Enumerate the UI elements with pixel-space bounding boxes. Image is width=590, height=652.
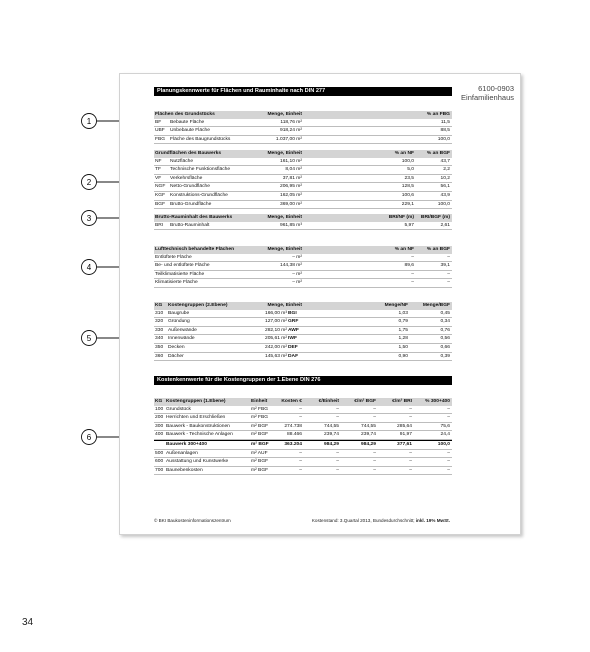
table-cell: 242,00 m²: [264, 344, 287, 350]
table-cell: FBG: [155, 136, 166, 142]
table-cell: 89,6: [404, 263, 414, 269]
table-cell: €/m² BGF: [354, 399, 376, 404]
table-cell: –: [299, 459, 302, 465]
table-row: [154, 414, 452, 423]
table-cell: Einheit: [251, 399, 268, 404]
table-cell: Menge, Einheit: [267, 151, 302, 156]
table-cell: 91,97: [399, 432, 412, 438]
table-cell: 984,29: [324, 441, 339, 447]
table-cell: – m²: [292, 271, 302, 277]
table-row: [154, 201, 452, 210]
table-header-row: [154, 302, 452, 310]
table-brutto-rauminhalt: [154, 214, 452, 230]
table-cell: 200: [155, 415, 164, 421]
table-cell: 127,00 m²: [264, 319, 287, 325]
footer-kostenstand: [312, 518, 450, 523]
table-cell: Baugrube: [168, 310, 190, 316]
table-cell: 0,79: [398, 319, 408, 325]
table-cell: –: [409, 450, 412, 456]
table-cell: 0,66: [440, 344, 450, 350]
table-cell: 100,0: [437, 441, 450, 447]
table-cell: Brutto-Grundfläche: [170, 201, 212, 207]
table-cell: –: [299, 415, 302, 421]
table-cell: 1,75: [398, 327, 408, 333]
table-cell: –: [336, 406, 339, 412]
table-header-row: [154, 398, 452, 406]
table-kostengruppen-1-ebene: [154, 398, 452, 475]
table-cell: 285,64: [397, 423, 412, 429]
table-row: [154, 136, 452, 145]
table-row: [154, 310, 452, 319]
table-row: [154, 271, 452, 280]
table-cell: 56,1: [440, 184, 450, 190]
table-cell: Herrichten und Erschließen: [166, 415, 226, 421]
table-cell: % an NF: [394, 151, 414, 156]
table-cell: Technische Funktionsfläche: [170, 167, 231, 173]
table-row: [154, 183, 452, 192]
table-cell: –: [373, 450, 376, 456]
table-row: [154, 254, 452, 263]
table-cell: % an BGF: [426, 247, 450, 252]
table-cell: Außenanlagen: [166, 450, 198, 456]
table-cell: –: [299, 467, 302, 473]
table-row: [154, 344, 452, 353]
table-cell: 320: [155, 319, 164, 325]
table-cell: 162,05 m²: [279, 192, 302, 198]
table-cell: 0,56: [440, 336, 450, 342]
table-row: [154, 262, 452, 271]
page-number: 34: [22, 617, 34, 628]
table-cell: –: [447, 415, 450, 421]
table-cell: –: [373, 415, 376, 421]
table-cell: Verkehrsfläche: [170, 175, 203, 181]
table-cell: 37,81 m²: [282, 175, 302, 181]
table-kostengruppen-2-ebene: [154, 302, 452, 361]
table-row: [154, 467, 452, 476]
table-cell: 984,29: [361, 441, 376, 447]
table-cell: 205,61 m²: [264, 336, 287, 342]
callout-number: 6: [86, 433, 92, 442]
table-cell: Kostengruppen (2.Ebene): [168, 303, 228, 308]
table-cell: 43,7: [440, 158, 450, 164]
table-cell: –: [447, 406, 450, 412]
table-cell: –: [447, 459, 450, 465]
table-cell: BGF: [155, 201, 166, 207]
table-cell: UBF: [155, 128, 165, 134]
table-cell: 0,45: [440, 310, 450, 316]
table-cell: Flächen des Grundstücks: [155, 112, 215, 117]
callout-number: 3: [86, 214, 92, 223]
table-cell: Brutto-Rauminhalt des Bauwerks: [155, 215, 233, 220]
table-cell: NF: [155, 158, 162, 164]
table-cell: –: [373, 406, 376, 412]
table-cell: –: [336, 450, 339, 456]
table-cell: 100: [155, 406, 164, 412]
table-cell: –: [447, 271, 450, 277]
table-cell: Netto-Grundfläche: [170, 184, 210, 190]
table-row: [154, 158, 452, 167]
table-cell: 206,95 m²: [279, 184, 302, 190]
table-cell: 23,5: [404, 175, 414, 181]
table-cell: KGF: [155, 192, 166, 198]
table-cell: BF: [155, 119, 162, 125]
section-title-kosten: Kostenkennwerte für die Kostengruppen der 1.Ebene DIN 276: [154, 376, 452, 385]
table-row: [154, 222, 452, 231]
table-cell: 377,61: [397, 441, 412, 447]
table-row: [154, 327, 452, 336]
table-cell: 239,74: [361, 432, 376, 438]
table-cell: 161,10 m²: [279, 158, 302, 164]
table-row: [154, 175, 452, 184]
table-cell: 1,50: [398, 344, 408, 350]
table-cell: 11,5: [440, 119, 450, 125]
callout-number: 2: [86, 178, 92, 187]
table-cell: Gründung: [168, 319, 190, 325]
callout-number: 4: [86, 263, 92, 272]
table-cell: Nutzfläche: [170, 158, 194, 164]
table-row: [154, 406, 452, 415]
table-cell: –: [409, 467, 412, 473]
table-cell: 500: [155, 450, 164, 456]
footer-copyright: © BKI Baukosteninformationszentrum: [154, 518, 231, 523]
table-cell: –: [336, 415, 339, 421]
table-cell: 5,97: [404, 222, 414, 228]
table-total-row: [154, 440, 452, 450]
table-cell: –: [299, 450, 302, 456]
table-cell: m² AUF: [251, 450, 268, 456]
table-cell: AWF: [288, 327, 299, 333]
table-header-row: [154, 246, 452, 254]
table-cell: Grundflächen des Bauwerks: [155, 151, 222, 156]
table-cell: 145,63 m²: [264, 353, 287, 359]
table-row: [154, 166, 452, 175]
table-cell: Menge, Einheit: [267, 247, 302, 252]
table-cell: 1,28: [398, 336, 408, 342]
table-cell: % an BGF: [426, 151, 450, 156]
table-cell: 10,2: [440, 175, 450, 181]
table-lufttechnisch: [154, 246, 452, 288]
table-row: [154, 458, 452, 467]
table-row: [154, 119, 452, 128]
table-cell: 2,2: [443, 167, 450, 173]
table-row: [154, 431, 452, 440]
table-cell: 88,5: [440, 128, 450, 134]
table-cell: Unbebaute Fläche: [170, 128, 210, 134]
table-cell: % 300+400: [425, 399, 450, 404]
table-cell: 363.204: [284, 441, 302, 447]
table-cell: 43,9: [440, 192, 450, 198]
table-cell: Menge, Einheit: [267, 112, 302, 117]
table-cell: BRI/NF (m): [388, 215, 414, 220]
table-cell: 360: [155, 353, 164, 359]
table-cell: 0,34: [440, 319, 450, 325]
table-cell: m² BGF: [251, 441, 269, 447]
table-cell: m² BGF: [251, 432, 269, 438]
table-header-row: [154, 111, 452, 119]
table-cell: 918,24 m²: [279, 128, 302, 134]
table-cell: –: [411, 254, 414, 260]
table-cell: % an NF: [394, 247, 414, 252]
table-cell: 300: [155, 423, 164, 429]
table-cell: 350: [155, 344, 164, 350]
table-cell: Teilklimatisierte Fläche: [155, 271, 205, 277]
table-cell: KG: [155, 303, 163, 308]
table-row: [154, 450, 452, 459]
table-cell: €/m³ BRI: [392, 399, 412, 404]
table-cell: BRI: [155, 222, 164, 228]
table-cell: 0,39: [440, 353, 450, 359]
table-cell: €/Einheit: [318, 399, 339, 404]
table-cell: Grundstück: [166, 406, 192, 412]
table-cell: Entlüftete Fläche: [155, 254, 192, 260]
document-code: 6100-0903: [478, 84, 514, 93]
table-grundflaechen: [154, 150, 452, 209]
table-row: [154, 423, 452, 432]
table-cell: 0,90: [398, 353, 408, 359]
table-cell: 144,38 m²: [279, 263, 302, 269]
table-cell: Bebaute Fläche: [170, 119, 205, 125]
table-row: [154, 127, 452, 136]
table-cell: m² BGF: [251, 459, 269, 465]
table-cell: TF: [155, 167, 161, 173]
table-cell: m² FBG: [251, 415, 269, 421]
table-cell: 128,5: [401, 184, 414, 190]
table-cell: Konstruktions-Grundfläche: [170, 192, 228, 198]
table-cell: Decken: [168, 344, 185, 350]
footer-kostenstand-text: Kostenstand: 3.Quartal 2013, Bundesdurchschnitt;: [311, 518, 416, 523]
table-cell: Fläche des Baugrundstücks: [170, 136, 231, 142]
table-cell: 330: [155, 327, 164, 333]
callout-number: 1: [86, 117, 92, 126]
table-cell: Bauwerk 300+400: [166, 441, 207, 447]
table-cell: m² BGF: [251, 423, 269, 429]
document-subtitle: Einfamilienhaus: [461, 93, 514, 102]
table-cell: 24,4: [440, 432, 450, 438]
table-cell: 282,10 m²: [264, 327, 287, 333]
table-cell: –: [336, 467, 339, 473]
table-cell: 100,0: [437, 136, 450, 142]
table-cell: –: [409, 415, 412, 421]
table-cell: Menge/BGF: [422, 303, 450, 308]
table-cell: –: [447, 254, 450, 260]
table-cell: –: [299, 406, 302, 412]
table-cell: 118,76 m²: [280, 119, 302, 125]
table-cell: Außenwände: [168, 327, 197, 333]
table-cell: BGI: [288, 310, 297, 316]
table-cell: 744,55: [324, 423, 339, 429]
table-cell: 2,61: [440, 222, 450, 228]
table-cell: –: [447, 467, 450, 473]
table-cell: Ausstattung und Kunstwerke: [166, 459, 229, 465]
table-row: [154, 318, 452, 327]
table-row: [154, 279, 452, 288]
document-header: [461, 84, 514, 102]
table-cell: 400: [155, 432, 164, 438]
table-cell: DAF: [288, 353, 299, 359]
table-cell: NGF: [155, 184, 166, 190]
table-cell: KG: [155, 399, 163, 404]
table-cell: –: [409, 406, 412, 412]
table-cell: Brutto-Rauminhalt: [170, 222, 210, 228]
table-cell: Klimatisierte Fläche: [155, 280, 198, 286]
table-cell: 0,76: [440, 327, 450, 333]
table-cell: GRF: [288, 319, 299, 325]
table-header-row: [154, 214, 452, 222]
table-cell: – m²: [292, 254, 302, 260]
table-cell: –: [411, 280, 414, 286]
table-cell: Dächer: [168, 353, 184, 359]
table-cell: –: [373, 459, 376, 465]
table-cell: 600: [155, 459, 164, 465]
callout-number: 5: [86, 334, 92, 343]
table-cell: Baunebenkosten: [166, 467, 203, 473]
document-sheet: [119, 73, 521, 535]
table-cell: –: [336, 459, 339, 465]
table-cell: 1,03: [398, 310, 408, 316]
table-cell: –: [373, 467, 376, 473]
table-cell: IWF: [288, 336, 297, 342]
table-cell: % an FBG: [426, 112, 450, 117]
table-cell: 961,85 m³: [279, 222, 302, 228]
table-cell: –: [411, 271, 414, 277]
table-cell: 100,6: [401, 192, 414, 198]
table-cell: 88.466: [287, 432, 302, 438]
table-cell: 166,00 m³: [264, 310, 287, 316]
table-cell: m² FBG: [251, 406, 269, 412]
table-cell: – m²: [292, 280, 302, 286]
table-cell: 744,55: [361, 423, 376, 429]
table-cell: Be- und entlüftete Fläche: [155, 263, 210, 269]
table-cell: 274.738: [284, 423, 302, 429]
table-cell: 310: [155, 310, 164, 316]
table-cell: 5,0: [407, 167, 414, 173]
section-title-flaechen: Planungskennwerte für Flächen und Rauminhalte nach DIN 277: [154, 87, 452, 96]
table-cell: –: [447, 280, 450, 286]
table-cell: 1.037,00 m²: [275, 136, 302, 142]
table-cell: 100,0: [437, 201, 450, 207]
table-cell: Kostengruppen (1.Ebene): [166, 399, 226, 404]
table-cell: Menge/NF: [384, 303, 408, 308]
table-cell: 8,04 m²: [285, 167, 302, 173]
table-cell: 75,6: [440, 423, 450, 429]
footer-mwst: inkl. 19% MwSt.: [415, 518, 450, 523]
table-cell: Lufttechnisch behandelte Flächen: [155, 247, 235, 252]
table-cell: DEF: [288, 344, 298, 350]
table-cell: –: [447, 450, 450, 456]
table-cell: Bauwerk - Baukonstruktionen: [166, 423, 230, 429]
table-cell: BRI/BGF (m): [420, 215, 450, 220]
table-row: [154, 335, 452, 344]
table-row: [154, 192, 452, 201]
table-cell: Innenwände: [168, 336, 195, 342]
table-cell: 39,1: [440, 263, 450, 269]
table-grundstueck: [154, 111, 452, 144]
table-cell: 229,1: [401, 201, 414, 207]
table-cell: 340: [155, 336, 164, 342]
table-cell: m² BGF: [251, 467, 269, 473]
table-cell: Menge, Einheit: [267, 215, 302, 220]
table-cell: VF: [155, 175, 162, 181]
table-header-row: [154, 150, 452, 158]
table-cell: 239,74: [324, 432, 339, 438]
table-cell: –: [409, 459, 412, 465]
table-row: [154, 353, 452, 362]
table-cell: Menge, Einheit: [267, 303, 302, 308]
table-cell: Bauwerk - Technische Anlagen: [166, 432, 233, 438]
table-cell: 700: [155, 467, 164, 473]
table-cell: Kosten €: [281, 399, 302, 404]
table-cell: 100,0: [401, 158, 414, 164]
table-cell: 369,00 m²: [279, 201, 302, 207]
